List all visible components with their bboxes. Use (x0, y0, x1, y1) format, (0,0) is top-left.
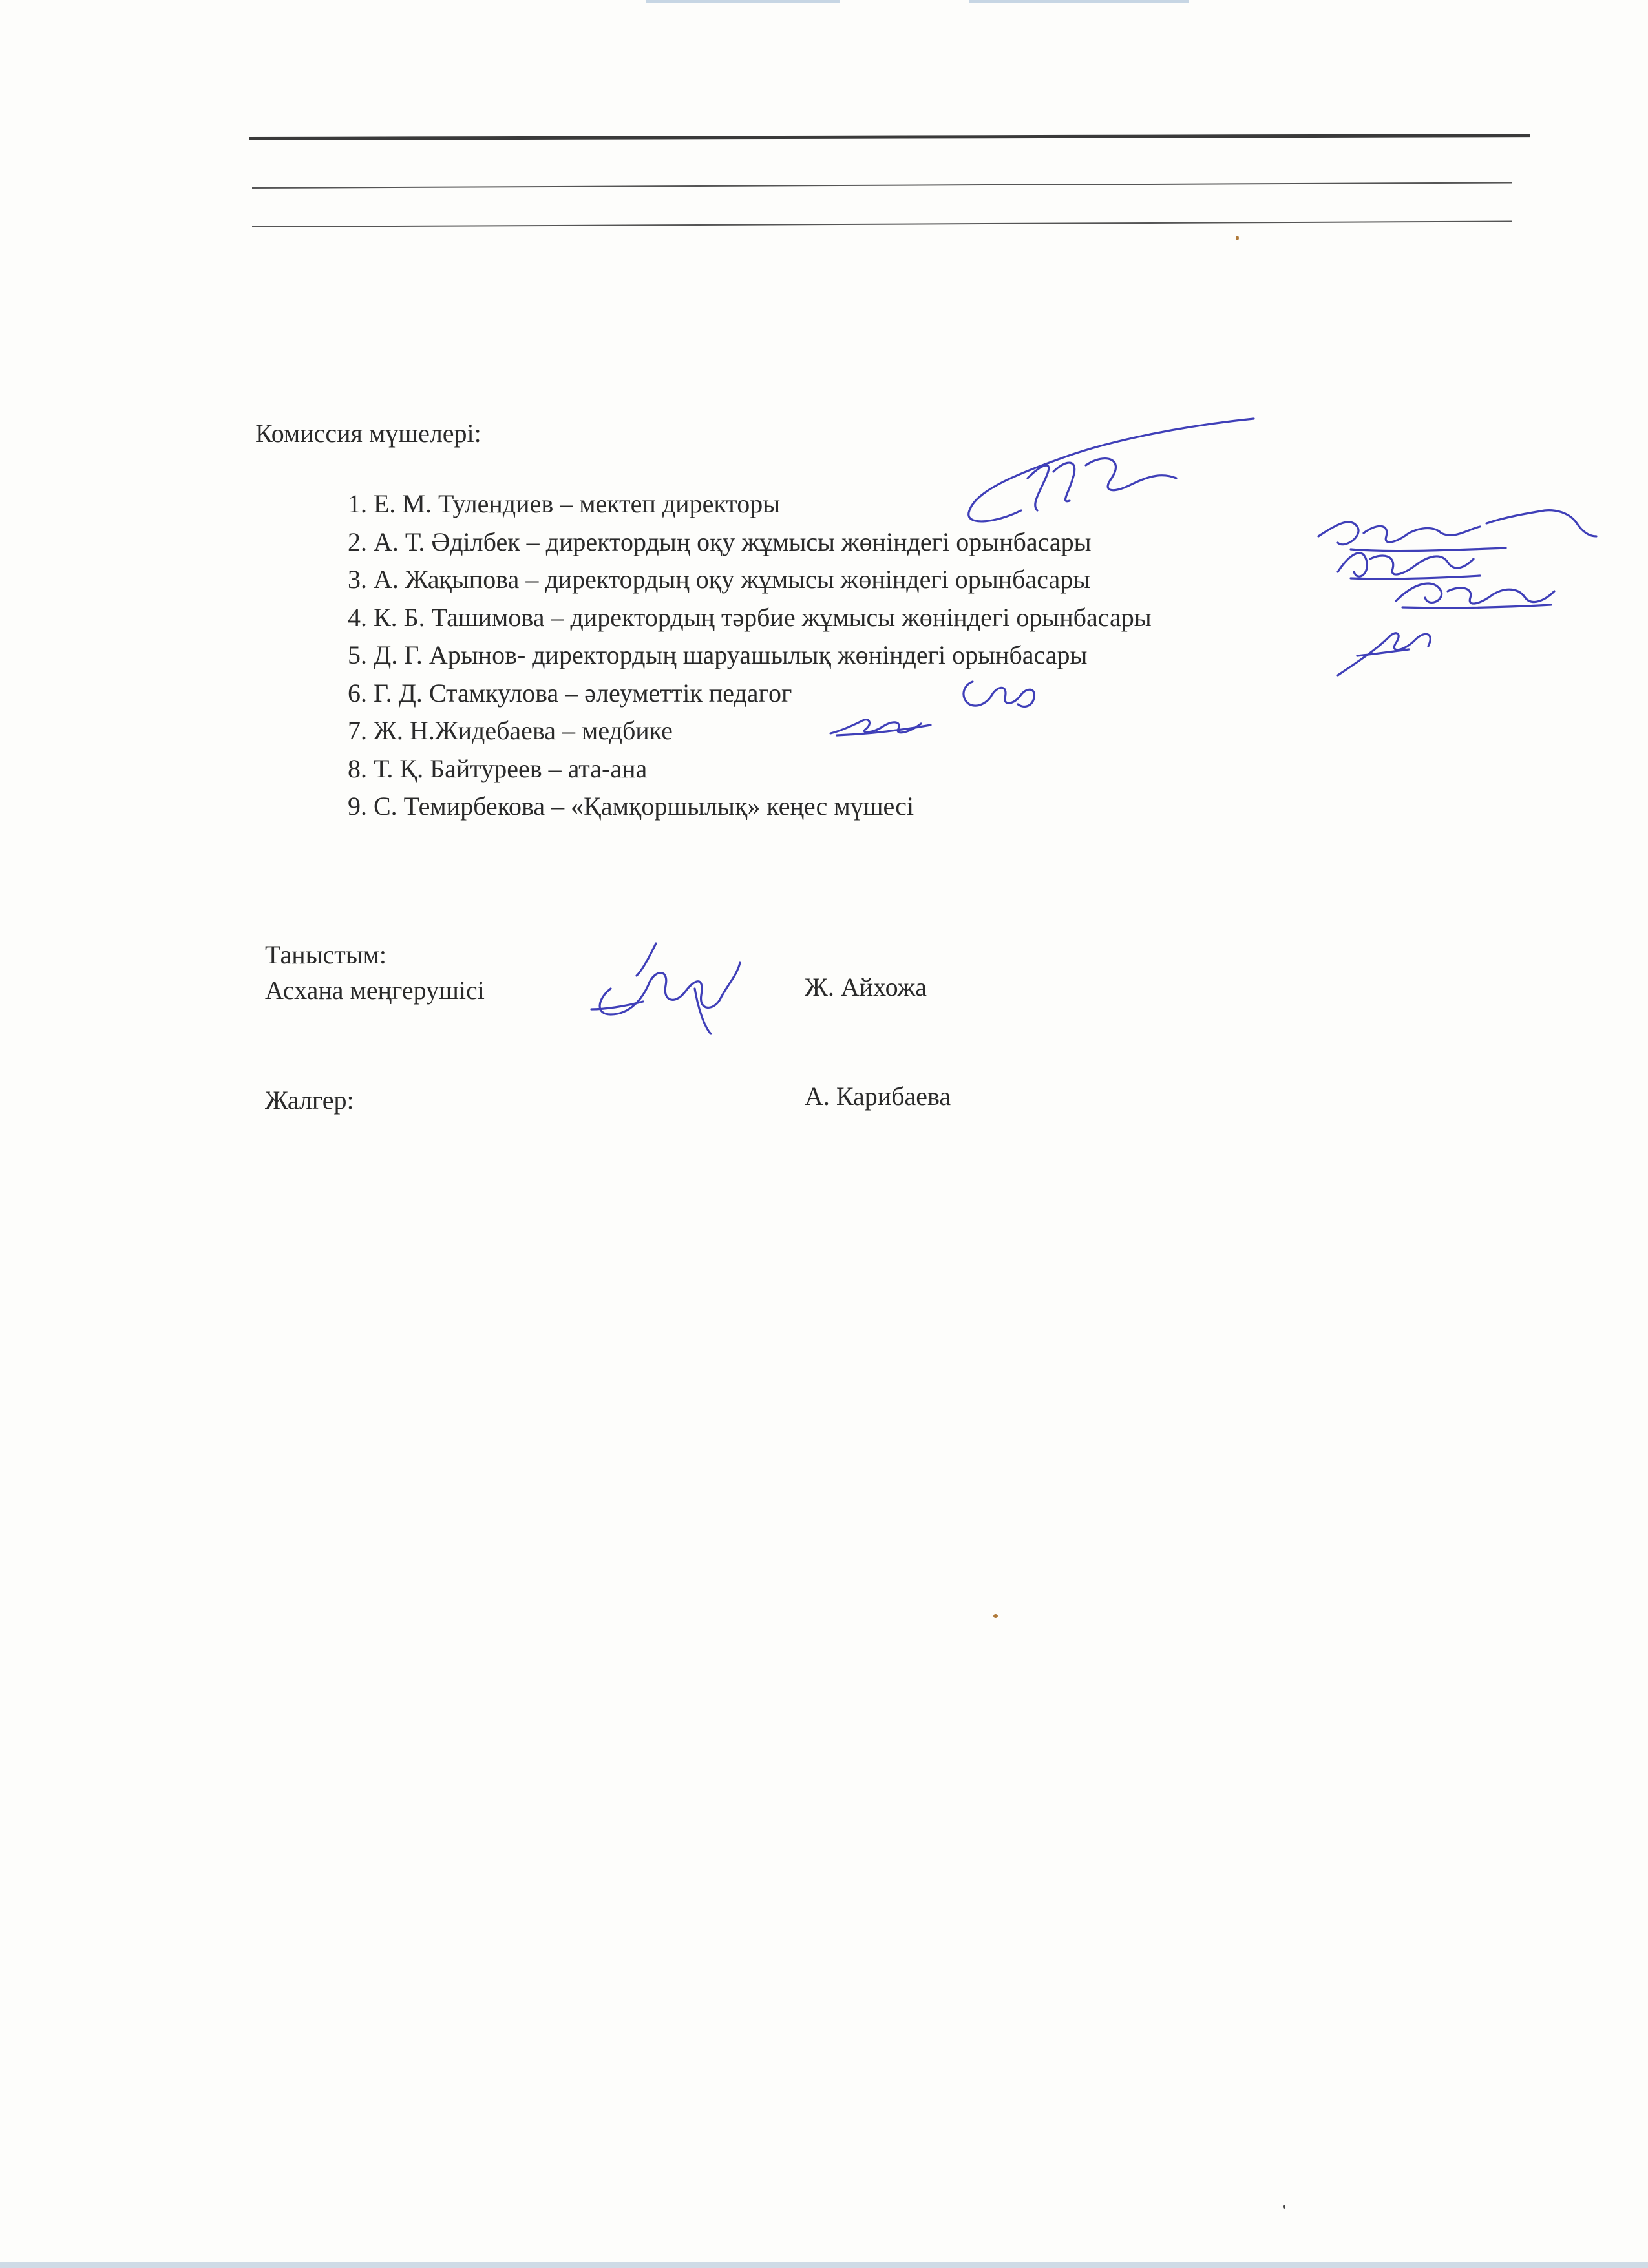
scan-artifact (969, 0, 1189, 3)
member-item (348, 602, 1152, 643)
member-number: 4. (348, 602, 367, 632)
signature-image (585, 937, 753, 1040)
acknowledgement-name: Ж. Айхожа (805, 972, 927, 1002)
member-number: 9. (348, 792, 367, 821)
scan-speck (993, 1614, 998, 1618)
member-text: Е. М. Тулендиев – мектеп директоры (374, 489, 781, 518)
member-text: Т. Қ. Байтуреев – ата-ана (374, 753, 648, 783)
commission-heading: Комиссия мүшелері: (255, 419, 481, 448)
tenant-label: Жалгер: (265, 1086, 354, 1115)
member-text: Ж. Н.Жидебаева – медбике (374, 716, 673, 745)
member-number: 5. (348, 640, 367, 669)
member-item (348, 753, 1152, 794)
member-number: 1. (348, 489, 367, 518)
top-rule-line (252, 220, 1512, 227)
member-number: 8. (348, 753, 367, 783)
signature-image (918, 414, 1267, 543)
scan-speck (1236, 236, 1239, 240)
member-item (348, 567, 1152, 605)
member-item (348, 793, 1152, 832)
signature-image (953, 669, 1044, 714)
top-rule-line (252, 182, 1512, 189)
tenant-name: А. Карибаева (805, 1082, 951, 1111)
acknowledgement-label: Таныстым: (265, 940, 387, 969)
acknowledgement-role: Асхана меңгерушісі (265, 976, 485, 1005)
member-text: А. Жақыпова – директордың оқу жұмысы жөніндегі орынбасары (374, 565, 1091, 594)
scan-speck (1283, 2205, 1285, 2209)
member-item (348, 718, 1152, 756)
signature-image (1389, 569, 1558, 620)
top-rule-thick (249, 134, 1530, 140)
member-number: 7. (348, 716, 367, 745)
member-text: Д. Г. Арынов- директордың шаруашылық жөніндегі орынбасары (374, 640, 1088, 669)
member-number: 6. (348, 678, 367, 708)
member-number: 2. (348, 527, 367, 556)
member-number: 3. (348, 565, 367, 594)
signature-image (1331, 617, 1448, 682)
scan-artifact (646, 0, 840, 3)
signature-image (824, 704, 934, 743)
member-text: Г. Д. Стамкулова – әлеуметтік педагог (374, 678, 792, 708)
member-text: С. Темирбекова – «Қамқоршылық» кеңес мүшесі (374, 792, 914, 821)
member-text: А. Т. Әділбек – директордың оқу жұмысы жөніндегі орынбасары (374, 527, 1092, 556)
scan-edge (0, 2262, 1648, 2268)
member-text: К. Б. Ташимова – директордың тәрбие жұмысы жөніндегі орынбасары (374, 602, 1152, 632)
